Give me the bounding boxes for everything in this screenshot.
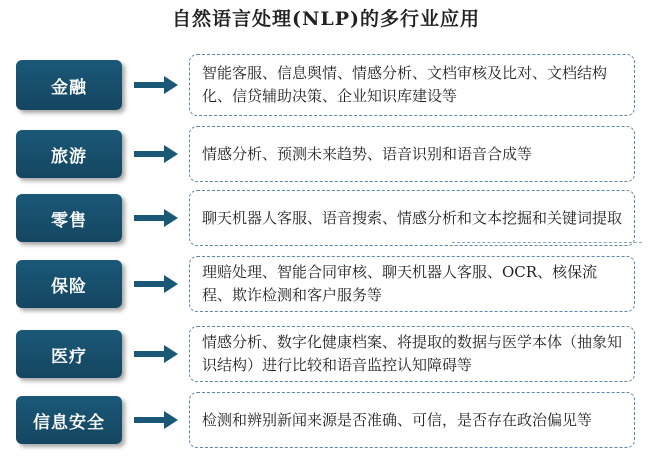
industry-description: 智能客服、信息舆情、情感分析、文档审核及比对、文档结构化、信贷辅助决策、企业知识库建设等	[189, 54, 635, 116]
industry-label: 医疗	[16, 330, 122, 378]
industry-label: 保险	[16, 260, 122, 308]
industry-label: 金融	[16, 60, 122, 110]
arrow-right-icon	[134, 208, 178, 228]
arrow-right-icon	[134, 410, 178, 430]
diagram-title: 自然语言处理(NLP)的多行业应用	[172, 8, 480, 30]
industry-description: 聊天机器人客服、语音搜索、情感分析和文本挖掘和关键词提取	[189, 190, 635, 246]
arrow-right-icon	[134, 75, 178, 95]
industry-description: 情感分析、预测未来趋势、语音识别和语音合成等	[189, 126, 635, 182]
industry-label: 信息安全	[16, 396, 122, 444]
divider	[452, 242, 642, 243]
industry-description: 理赔处理、智能合同审核、聊天机器人客服、OCR、核保流程、欺诈检测和客户服务等	[189, 256, 635, 312]
industry-label: 旅游	[16, 130, 122, 178]
arrow-right-icon	[134, 144, 178, 164]
industry-description: 检测和辨别新闻来源是否准确、可信，是否存在政治偏见等	[189, 392, 635, 448]
arrow-right-icon	[134, 344, 178, 364]
industry-description: 情感分析、数字化健康档案、将提取的数据与医学本体（抽象知识结构）进行比较和语音监控认知障碍等	[189, 326, 635, 382]
industry-label: 零售	[16, 194, 122, 242]
arrow-right-icon	[134, 274, 178, 294]
